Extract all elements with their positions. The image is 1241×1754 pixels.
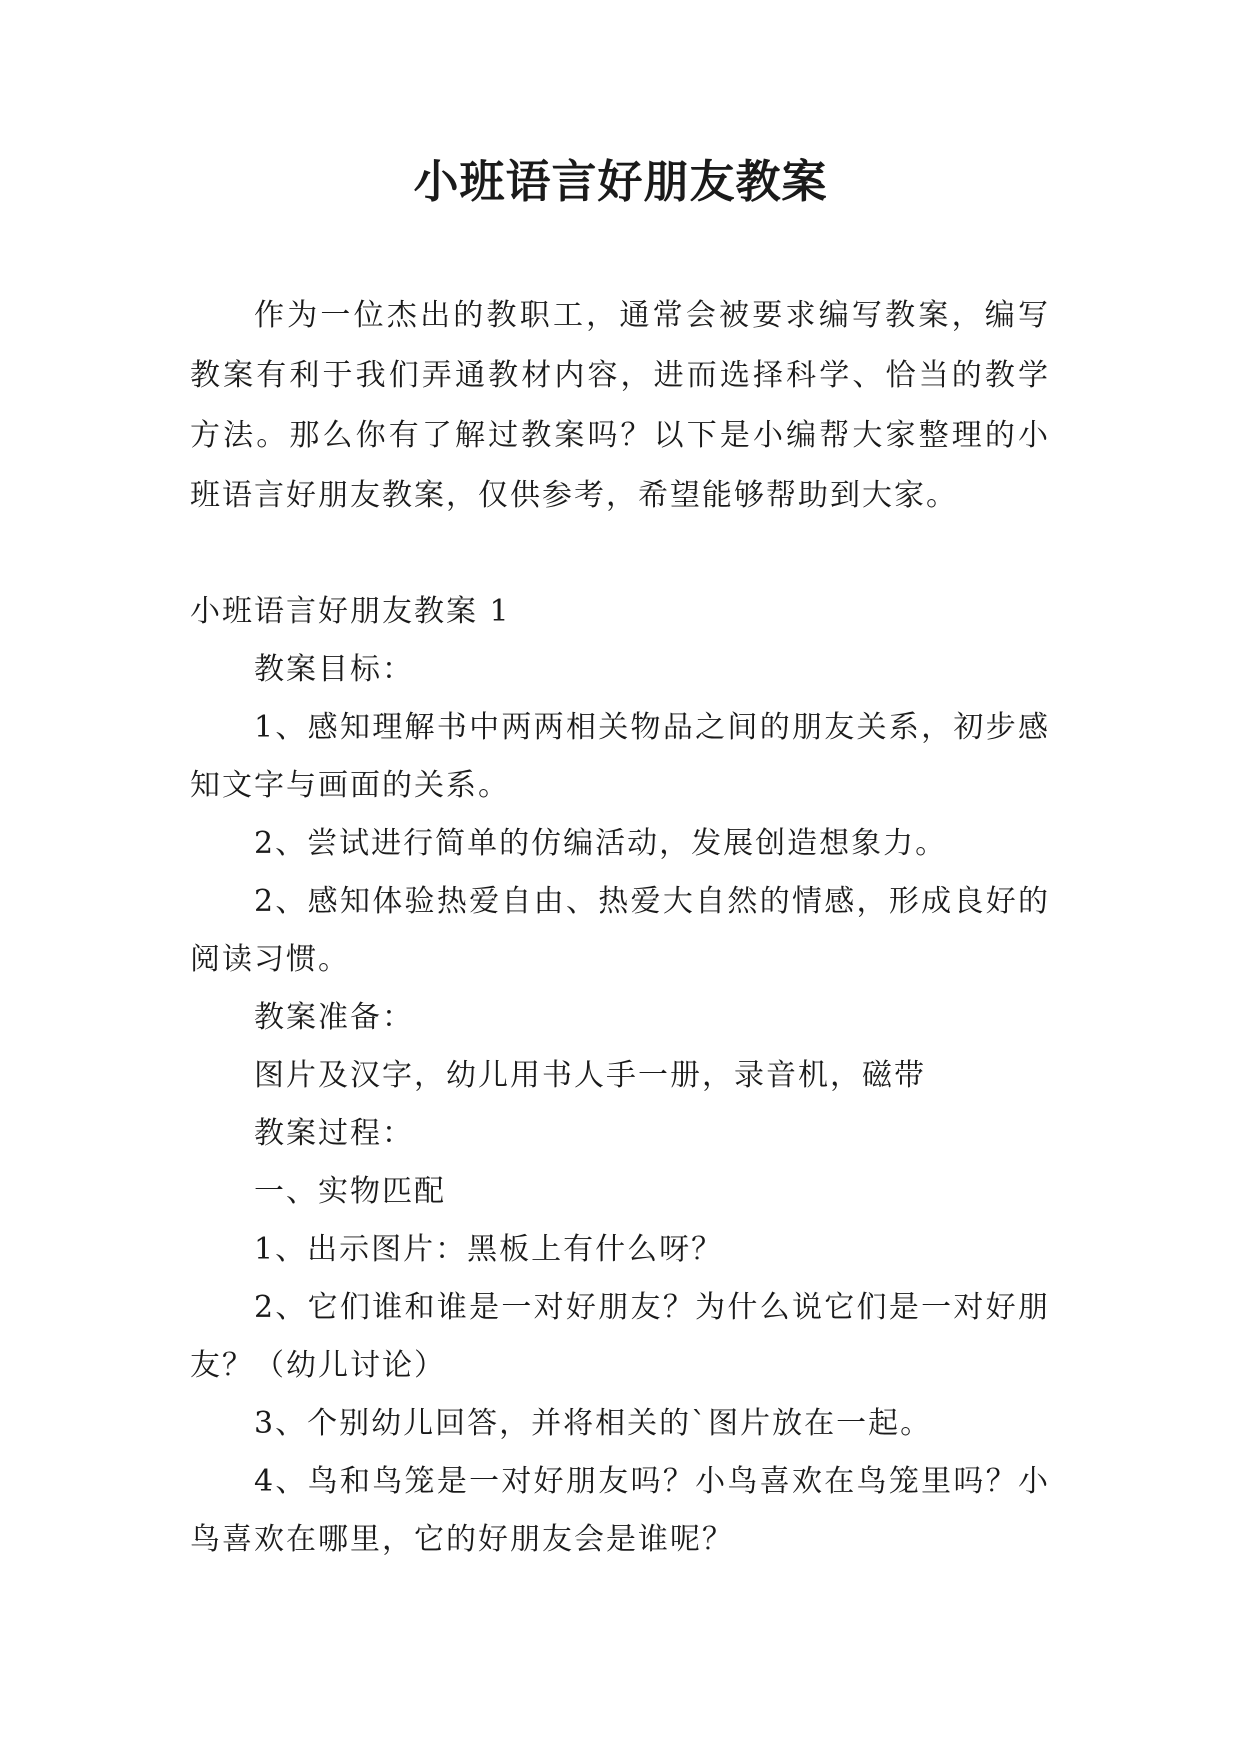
paragraph: 4、鸟和鸟笼是一对好朋友吗？小鸟喜欢在鸟笼里吗？小鸟喜欢在哪里，它的好朋友会是谁呢？ [190,1464,1050,1557]
document-body [190,583,1050,1569]
section-heading: 小班语言好朋友教案 1 [190,594,511,629]
paragraph: 教案目标： [254,652,414,687]
paragraph: 一、实物匹配 [254,1174,446,1209]
paragraph: 2、尝试进行简单的仿编活动，发展创造想象力。 [254,826,948,861]
paragraph: 2、它们谁和谁是一对好朋友？为什么说它们是一对好朋友？（幼儿讨论） [190,1290,1050,1383]
paragraph: 1、出示图片：黑板上有什么呀？ [254,1232,724,1267]
paragraph: 图片及汉字，幼儿用书人手一册，录音机，磁带 [254,1058,926,1093]
paragraph: 3、个别幼儿回答，并将相关的`图片放在一起。 [254,1406,933,1441]
paragraph: 教案过程： [254,1116,414,1151]
intro-paragraph: 作为一位杰出的教职工，通常会被要求编写教案，编写教案有利于我们弄通教材内容，进而选择科学、恰当的教学方法。那么你有了解过教案吗？以下是小编帮大家整理的小班语言好朋友教案，仅供参考，希望能够帮助到大家。 [190,298,1050,513]
document-title: 小班语言好朋友教案 [413,155,828,208]
paragraph: 2、感知体验热爱自由、热爱大自然的情感，形成良好的阅读习惯。 [190,884,1050,977]
paragraph: 教案准备： [254,1000,414,1035]
paragraph: 1、感知理解书中两两相关物品之间的朋友关系，初步感知文字与画面的关系。 [190,710,1050,803]
